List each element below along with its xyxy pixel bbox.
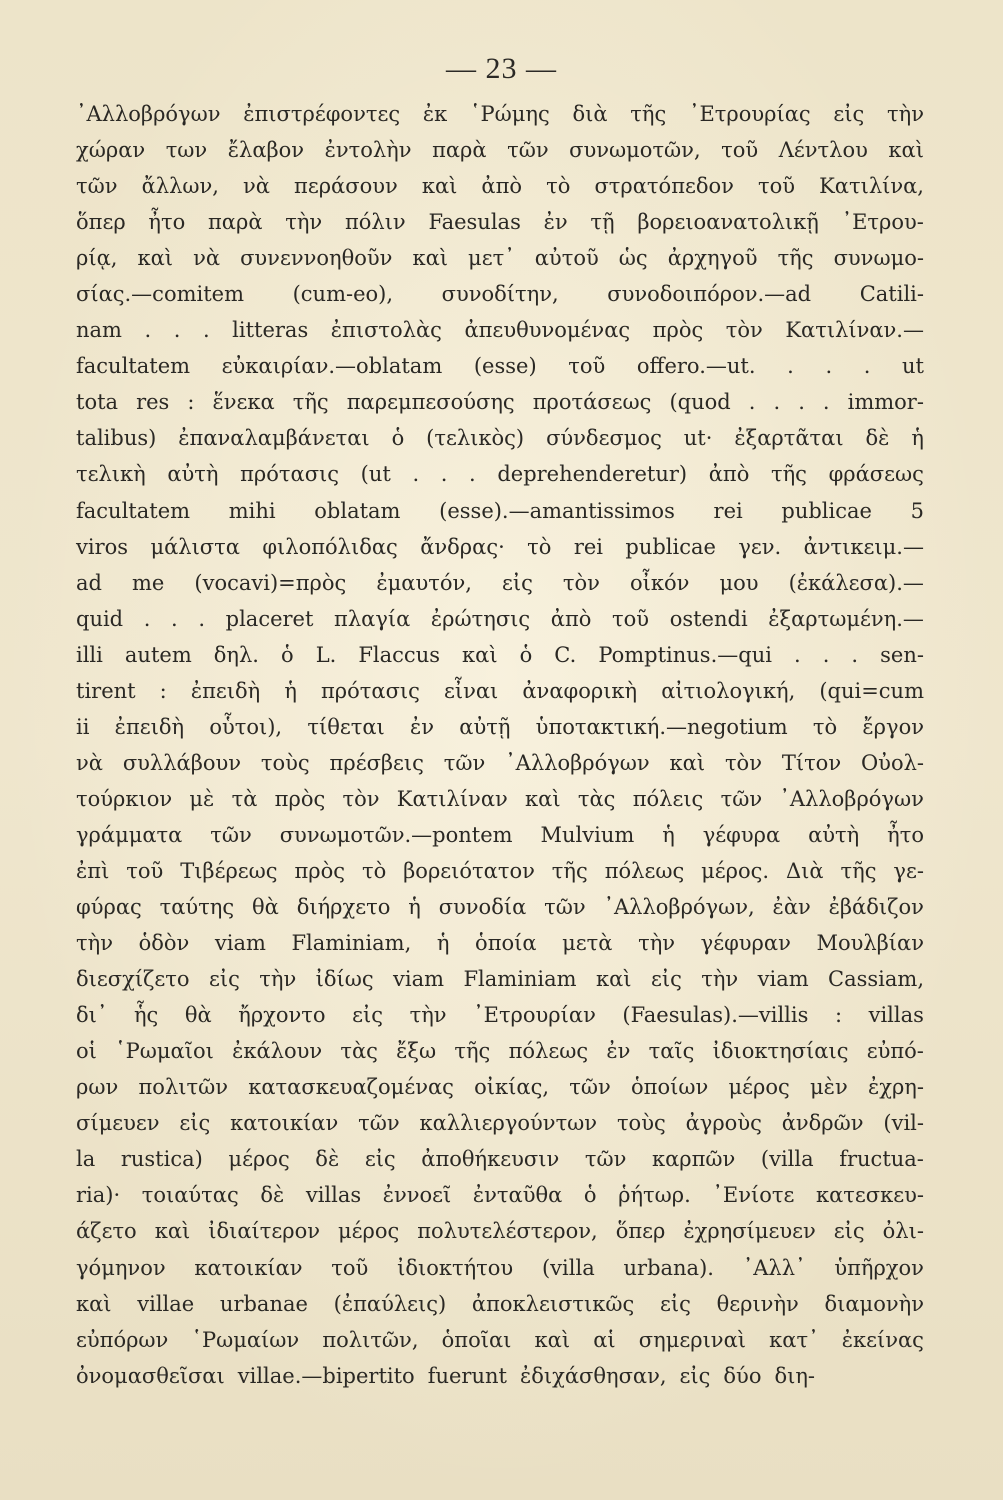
commentary-text [76, 96, 924, 1394]
text-line: φύρας ταύτης θὰ διήρχετο ἡ συνοδία τῶν ᾿Αλλοβρόγων, ἐὰν ἐβάδιζον [76, 895, 924, 920]
text-line: quid . . . placeret πλαγία ἐρώτησις ἀπὸ τοῦ ostendi ἐξαρτωμένη.— [76, 606, 924, 631]
text-line: illi autem δηλ. ὁ L. Flaccus καὶ ὁ C. Pomptinus.—qui . . . sen- [76, 642, 924, 667]
text-line: γράμματα τῶν συνωμοτῶν.—pontem Mulvium ἡ γέφυρα αὐτὴ ἦτο [76, 822, 924, 847]
text-line: ii ἐπειδὴ οὗτοι), τίθεται ἐν αὐτῇ ὑποτακτική.—negotium τὸ ἔργον [76, 714, 924, 739]
text-line: καὶ villae urbanae (ἐπαύλεις) ἀποκλειστικῶς εἰς θερινὴν διαμονὴν [76, 1291, 924, 1316]
text-line: ᾿Αλλοβρόγων ἐπιστρέφοντες ἐκ ῾Ρώμης διὰ τῆς ᾿Ετρουρίας εἰς τὴν [76, 102, 924, 126]
text-line: οἱ ῾Ρωμαῖοι ἐκάλουν τὰς ἔξω τῆς πόλεως ἐν ταῖς ἰδιοκτησίαις εὐπό- [76, 1039, 924, 1064]
text-line: ria)· τοιαύτας δὲ villas ἐννοεῖ ἐνταῦθα ὁ ῥήτωρ. ᾿Ενίοτε κατεσκευ- [76, 1183, 924, 1208]
text-line: δι᾿ ἧς θὰ ἤρχοντο εἰς τὴν ᾿Ετρουρίαν (Faesulas).—villis : villas [76, 1003, 924, 1028]
text-line: σίας.—comitem (cum-eo), συνοδίτην, συνοδοιπόρον.—ad Catili- [76, 282, 924, 307]
text-line: la rustica) μέρος δὲ εἰς ἀποθήκευσιν τῶν καρπῶν (villa fructua- [76, 1147, 924, 1172]
text-line: τούρκιον μὲ τὰ πρὸς τὸν Κατιλίναν καὶ τὰς πόλεις τῶν ᾿Αλλοβρόγων [76, 786, 924, 811]
text-line: ρίᾳ, καὶ νὰ συνεννοηθοῦν καὶ μετ᾿ αὐτοῦ ὡς ἀρχηγοῦ τῆς συνωμο- [76, 246, 924, 271]
text-line: διεσχίζετο εἰς τὴν ἰδίως viam Flaminiam καὶ εἰς τὴν viam Cassiam, [76, 967, 924, 992]
text-line: ρων πολιτῶν κατασκευαζομένας οἰκίας, τῶν ὁποίων μέρος μὲν ἐχρη- [76, 1075, 924, 1100]
page-number: — 23 — [446, 52, 557, 85]
text-line: εὐπόρων ῾Ρωμαίων πολιτῶν, ὁποῖαι καὶ αἱ σημεριναὶ κατ᾿ ἐκείνας [76, 1327, 924, 1352]
text-line: νὰ συλλάβουν τοὺς πρέσβεις τῶν ᾿Αλλοβρόγων καὶ τὸν Τίτον Οὐολ- [76, 750, 924, 775]
text-line: χώραν των ἔλαβον ἐντολὴν παρὰ τῶν συνωμοτῶν, τοῦ Λέντλου καὶ [76, 138, 924, 163]
text-line: viros μάλιστα φιλοπόλιδας ἄνδρας· τὸ rei publicae γεν. ἀντικειμ.— [76, 534, 924, 559]
text-line: facultatem mihi oblatam (esse).—amantissimos rei publicae 5 [76, 498, 924, 523]
text-line: σίμευεν εἰς κατοικίαν τῶν καλλιεργούντων τοὺς ἀγροὺς ἀνδρῶν (vil- [76, 1111, 924, 1136]
text-line: γόμηνον κατοικίαν τοῦ ἰδιοκτήτου (villa urbana). ᾿Αλλ᾿ ὑπῆρχον [76, 1255, 924, 1280]
text-line: tota res : ἕνεκα τῆς παρεμπεσούσης προτάσεως (quod . . . . immor- [76, 390, 924, 415]
text-line: ὅπερ ἦτο παρὰ τὴν πόλιν Faesulas ἐν τῇ βορειοανατολικῇ ᾿Ετρου- [76, 210, 924, 235]
text-line: ἐπὶ τοῦ Τιβέρεως πρὸς τὸ βορειότατον τῆς πόλεως μέρος. Διὰ τῆς γε- [76, 858, 924, 883]
text-line: τελικὴ αὐτὴ πρότασις (ut . . . deprehenderetur) ἀπὸ τῆς φράσεως [76, 462, 924, 487]
text-line: άζετο καὶ ἰδιαίτερον μέρος πολυτελέστερον, ὅπερ ἐχρησίμευεν εἰς ὀλι- [76, 1219, 924, 1244]
text-line: ὀνομασθεῖσαι villae.—bipertito fuerunt ἐδιχάσθησαν, εἰς δύο διη- [76, 1363, 816, 1388]
text-line: τὴν ὁδὸν viam Flaminiam, ἡ ὁποία μετὰ τὴν γέφυραν Μουλβίαν [76, 931, 924, 956]
text-line: tirent : ἐπειδὴ ἡ πρότασις εἶναι ἀναφορικὴ αἰτιολογική, (qui=cum [76, 678, 924, 703]
text-line: facultatem εὐκαιρίαν.—oblatam (esse) τοῦ offero.—ut. . . . ut [76, 354, 924, 379]
text-line: nam . . . litteras ἐπιστολὰς ἀπευθυνομένας πρὸς τὸν Κατιλίναν.— [76, 318, 924, 343]
text-line: τῶν ἄλλων, νὰ περάσουν καὶ ἀπὸ τὸ στρατόπεδον τοῦ Κατιλίνα, [76, 174, 924, 199]
text-line: talibus) ἐπαναλαμβάνεται ὁ (τελικὸς) σύνδεσμος ut· ἐξαρτᾶται δὲ ἡ [76, 426, 924, 451]
text-line: ad me (vocavi)=πρὸς ἐμαυτόν, εἰς τὸν οἶκόν μου (ἐκάλεσα).— [76, 570, 924, 595]
